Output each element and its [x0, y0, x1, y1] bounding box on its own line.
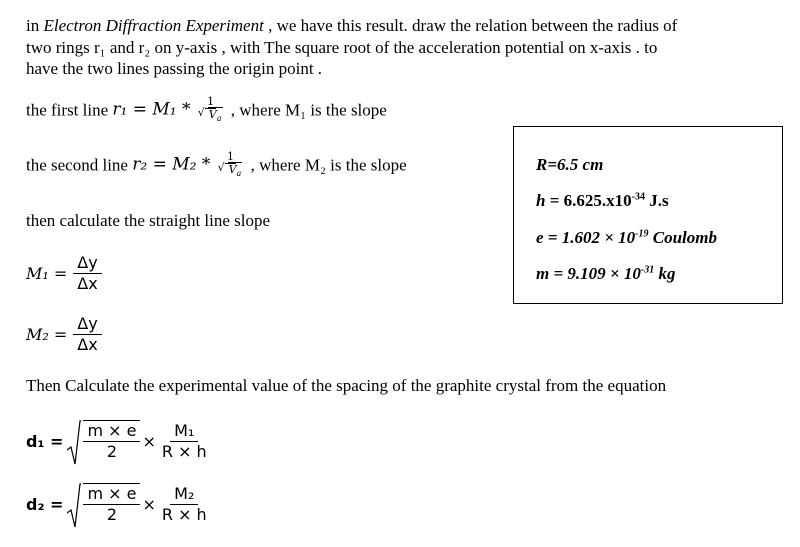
constant-r: R=6.5 cm: [536, 155, 604, 174]
second-line-fraction: 1 √ $V_a$: [217, 151, 245, 179]
intro-line-3: have the two lines passing the origin point .: [26, 59, 323, 78]
d2-sqrt: $\frac{m \times e}{2}$: [67, 483, 142, 525]
d2-fraction: $\frac{\text{M₂}}{R \times h}$: [161, 483, 207, 524]
m1-fraction: $\frac{\Delta y}{\Delta x}$: [73, 253, 101, 294]
constant-m: $m = 9.109 \times 10^{-31}$ kg: [536, 264, 676, 283]
slope-instruction: then calculate the straight line slope: [26, 211, 271, 230]
first-line-fraction: 1 √ $V_a$: [197, 96, 225, 124]
m1-equation: M₁ = $\frac{\Delta y}{\Delta x}$: [26, 253, 104, 294]
d2-equation: d₂ = $\frac{m \times e}{2}$ × $\frac{\text{M₂}}{R \times h}$: [26, 483, 213, 525]
first-line-equation: the first line r₁ = M₁ * 1 √ $V_a$ , where M₁ is the slope: [26, 96, 387, 124]
intro-italic-title: Electron Diffraction Experiment: [43, 16, 264, 35]
m2-fraction: $\frac{\Delta y}{\Delta x}$: [73, 314, 101, 355]
intro-line-1: in Electron Diffraction Experiment , we have this result. draw the relation between the radius of: [26, 16, 678, 35]
spacing-instruction: Then Calculate the experimental value of the spacing of the graphite crystal from the equation: [26, 376, 667, 395]
constant-h: $h = 6.625.x10^{-34}$ J.s: [536, 191, 669, 210]
constant-e: $e = 1.602 \times 10^{-19}$ Coulomb: [536, 228, 718, 247]
m2-equation: M₂ = $\frac{\Delta y}{\Delta x}$: [26, 314, 104, 355]
d1-equation: d₁ = $\frac{m \times e}{2}$ × $\frac{\text{M₁}}{R \times h}$: [26, 420, 213, 462]
d1-fraction: $\frac{\text{M₁}}{R \times h}$: [161, 420, 207, 461]
second-line-equation: the second line r₂ = M₂ * 1 √ $V_a$ , where M₂ is the slope: [26, 151, 407, 179]
intro-line-2: two rings r₁ and r₂ on y-axis , with The square root of the acceleration potential on x-axis . to: [26, 38, 658, 57]
d1-sqrt: $\frac{m \times e}{2}$: [67, 420, 142, 462]
